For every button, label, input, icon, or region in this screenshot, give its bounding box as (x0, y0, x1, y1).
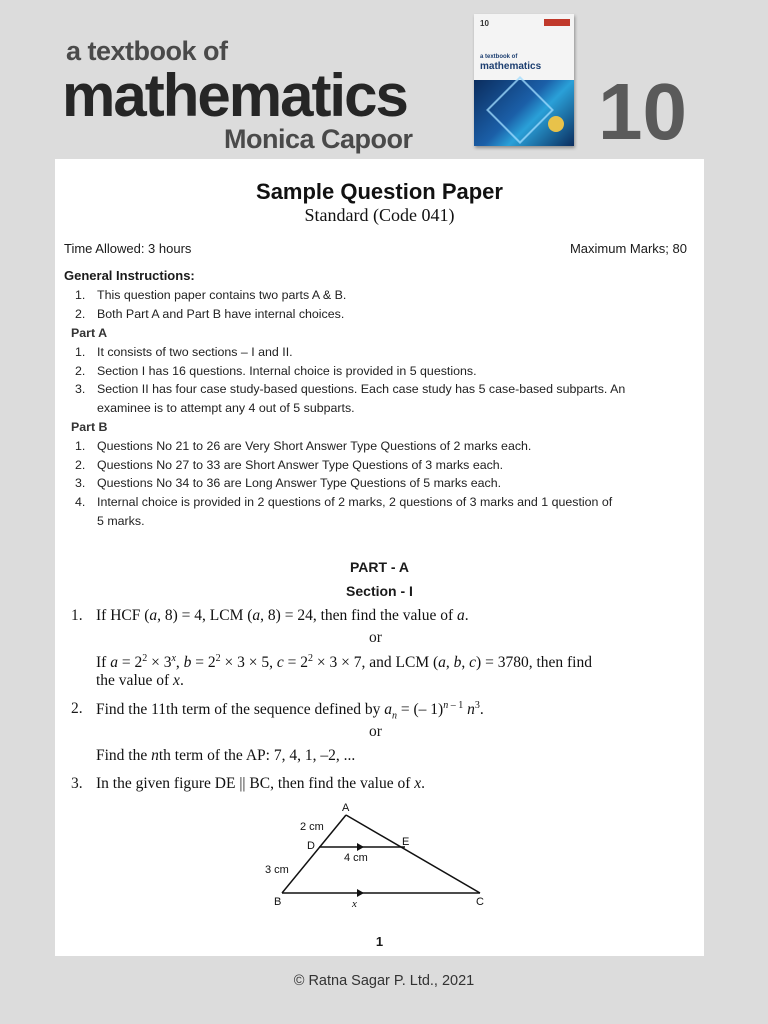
part-b-label: Part B (71, 420, 108, 434)
book-author: Monica Capoor (224, 124, 413, 154)
book-subtitle: a textbook of (66, 36, 228, 66)
cover-subtitle: a textbook of (480, 54, 518, 60)
publisher-logo (544, 19, 570, 26)
triangle-figure (260, 799, 500, 919)
book-cover-thumbnail (474, 14, 574, 146)
question-2-alt-text: Find the nth term of the AP: 7, 4, 1, –2, ... (96, 747, 356, 764)
vertex-label-b: B (274, 896, 282, 908)
vertex-label-d: D (307, 840, 315, 852)
cover-title: mathematics (480, 61, 542, 72)
paper-subtitle: Standard (Code 041) (304, 205, 455, 225)
question-number: 2. (71, 700, 83, 717)
question-3-text: In the given figure DE || BC, then find the value of x. (96, 775, 426, 792)
time-allowed: Time Allowed: 3 hours (64, 241, 192, 256)
or-separator: or (369, 723, 382, 740)
parallel-arrow-bc (357, 889, 364, 897)
question-1-text: If HCF (a, 8) = 4, LCM (a, 8) = 24, then find the value of a. (96, 607, 469, 624)
paper-title: Sample Question Paper (256, 179, 503, 204)
part-a-label: Part A (71, 326, 108, 340)
question-paper-page: Sample Question Paper Standard (Code 041) Time Allowed: 3 hours Maximum Marks; 80 General Instructions: 1. This question paper contains two parts A & B. 2. Both Part A and Part B have internal choices. Part A 1. It consists of two sections – I and II. 2. Section I has 16 questions. Internal choice is provided in 5 questions. 3. Section II has four case study-based questions. Each case study has 5 case-based subparts. An examinee is to attempt any 4 out of 5 subparts. Part B 1. Questions No 21 to 26 are Very Short Answer Type Questions of 2 marks each. 2. Questions No 27 to 33 are Short Answer Type Questions of 3 marks each. 3. Questions No 34 to 36 are Long Answer Type Questions of 5 marks each. 4. Internal choice is provided in 2 questions of 2 marks, 2 questions of 3 marks and 1 question of 5 marks. PART - A Section - I 1. If HCF (a, 8) = 4, LCM (a, 8) = 24, then find the value of a. or If $a = 2^2 \times 3^x$, $b = 2^2 \times 3 \times 5$, $c = 2^2 \times 3 \times 7$, and LCM (a, b, c) = 3780, then find the value of x. 2. Find the 11th term of the sequence defined by $a_n$ = (– 1)$^{n - 1}$ $n^3$. or Find the nth term of the AP: 7, 4, 1, –2, ... 3. In the given figure DE || BC, then find the value of x. A D E B C 2 cm 4 cm 3 cm x 1 (55, 159, 704, 956)
question-1-alt-text: If $a = 2^2 \times 3^x$, $b = 2^2 \times 3 \times 5$, $c = 2^2 \times 3 \times 7$, and LCM (a, b, c) = 3780, then find (96, 653, 592, 672)
book-title: mathematics (62, 62, 407, 129)
length-label-db: 3 cm (265, 864, 289, 876)
or-separator: or (369, 629, 382, 646)
section-heading: Section - I (346, 583, 413, 599)
vertex-label-e: E (402, 836, 410, 848)
part-heading: PART - A (349, 559, 410, 575)
question-1-alt-text-cont: the value of x. (96, 672, 184, 689)
length-label-ad: 2 cm (300, 821, 324, 833)
general-instructions-heading: General Instructions: (64, 268, 195, 283)
cover-grade: 10 (480, 19, 489, 28)
parallel-arrow-de (357, 843, 364, 851)
length-label-de: 4 cm (344, 852, 368, 864)
page-number: 1 (375, 934, 384, 949)
vertex-label-a: A (342, 802, 350, 814)
question-number: 1. (71, 607, 83, 624)
length-label-bc: x (352, 898, 357, 910)
question-number: 3. (71, 775, 83, 792)
question-2-text: Find the 11th term of the sequence defined by $a_n$ = (– 1)$^{n - 1}$ $n^3$. (96, 700, 484, 722)
maximum-marks: Maximum Marks; 80 (569, 241, 687, 256)
cover-artwork (474, 80, 574, 146)
vertex-label-c: C (476, 896, 484, 908)
copyright-footer: © Ratna Sagar P. Ltd., 2021 (293, 973, 475, 989)
grade-number: 10 (598, 67, 687, 156)
